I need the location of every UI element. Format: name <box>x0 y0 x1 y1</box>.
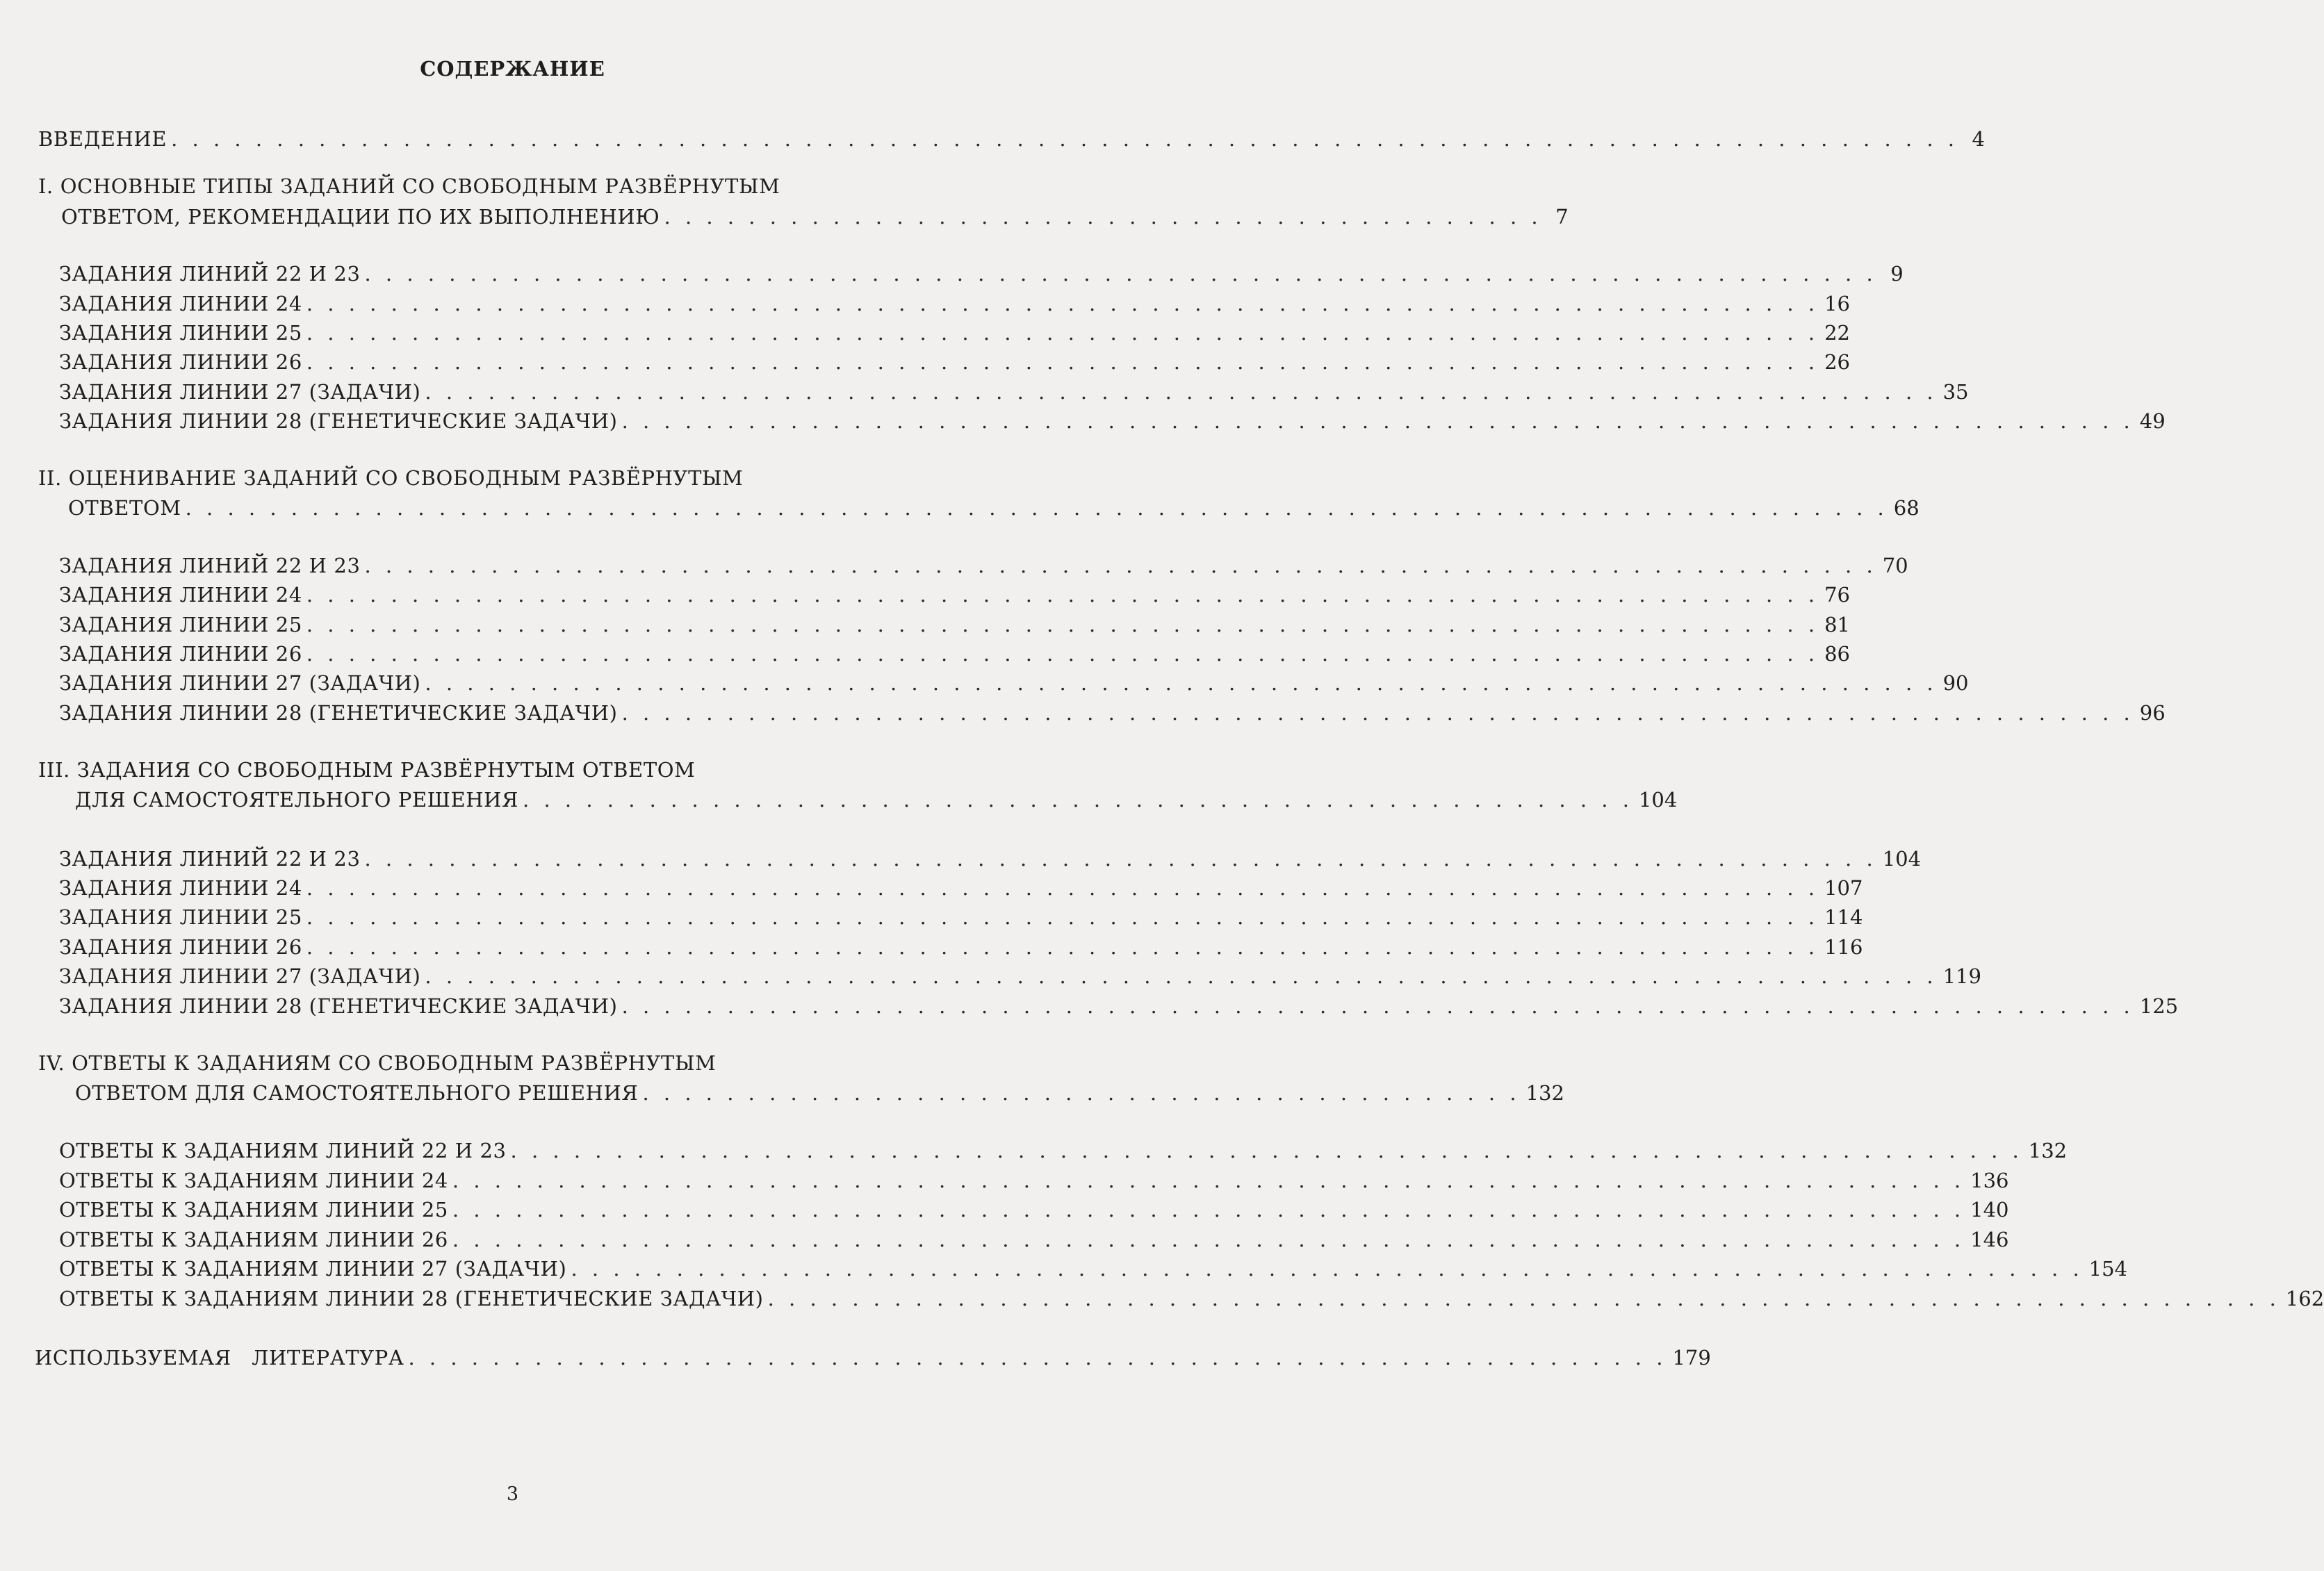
toc-page-number: 70 <box>1882 554 1908 577</box>
toc-entry-label: ЗАДАНИЯ ЛИНИЙ 22 И 23 <box>59 262 361 286</box>
leader-dots: . . . . . . . . . . . . . . . . . . . . . . . . . . . . . . . . . . . . . . . . . . . . . . . . . . . . . . . . . . . . . . . . . . . . . . . . <box>306 350 1819 374</box>
toc-entry-literature <box>35 1345 1711 1370</box>
leader-dots: . . . . . . . . . . . . . . . . . . . . . . . . . . . . . . . . . . . . . . . . . . . . . . . . . . . . . . . . . . . . <box>408 1346 1667 1370</box>
page-number: 3 <box>506 1483 519 1505</box>
leader-dots: . . . . . . . . . . . . . . . . . . . . . . . . . . . . . . . . . . . . . . . . . . . . . . . . . . . . . . . . . . . . . . . . . . . . . . . . <box>621 409 2134 433</box>
toc-entry <box>59 994 2179 1019</box>
leader-dots: . . . . . . . . . . . . . . . . . . . . . . . . . . . . . . . . . . . . . . . . . . . . . . . . . . . . . . . . . . . . . . . . . . . . . . . . <box>452 1228 1965 1251</box>
toc-entry <box>59 846 1922 871</box>
toc-entry-label: ОТВЕТОМ, РЕКОМЕНДАЦИИ ПО ИХ ВЫПОЛНЕНИЮ <box>61 205 660 229</box>
toc-page-number: 4 <box>1972 127 1985 151</box>
toc-page-number: 26 <box>1824 350 1850 374</box>
toc-entry-label: ЗАДАНИЯ ЛИНИИ 26 <box>59 642 302 666</box>
toc-entry-label: ИСПОЛЬЗУЕМАЯ ЛИТЕРАТУРА <box>35 1346 404 1370</box>
leader-dots: . . . . . . . . . . . . . . . . . . . . . . . . . . . . . . . . . . . . . . . . . . <box>642 1081 1521 1105</box>
toc-entry <box>59 1256 2128 1281</box>
toc-entry-section-heading <box>75 1080 1564 1105</box>
toc-page-number: 81 <box>1824 613 1850 636</box>
leader-dots: . . . . . . . . . . . . . . . . . . . . . . . . . . . . . . . . . . . . . . . . . . . . . . . . . . . . . . . . . . . . . . . . . . . . . . . . <box>571 1257 2084 1281</box>
toc-entry <box>59 875 1863 900</box>
toc-entry-label: ЗАДАНИЯ ЛИНИИ 26 <box>59 935 302 959</box>
toc-entry-section-heading <box>68 495 1920 520</box>
leader-dots: . . . . . . . . . . . . . . . . . . . . . . . . . . . . . . . . . . . . . . . . . . . . . . . . . . . . . . . . . . . . . . . . . . . . . . . . <box>306 642 1819 666</box>
toc-entry <box>59 1138 2068 1163</box>
toc-page-number: 107 <box>1824 876 1863 900</box>
toc-page-number: 104 <box>1638 788 1678 812</box>
toc-entry <box>59 261 1904 286</box>
toc-entry-label: ЗАДАНИЯ ЛИНИИ 24 <box>59 876 302 900</box>
toc-entry-label: ОТВЕТОМ ДЛЯ САМОСТОЯТЕЛЬНОГО РЕШЕНИЯ <box>75 1081 639 1105</box>
toc-entry-label: ЗАДАНИЯ ЛИНИИ 28 (ГЕНЕТИЧЕСКИЕ ЗАДАЧИ) <box>59 994 618 1018</box>
leader-dots: . . . . . . . . . . . . . . . . . . . . . . . . . . . . . . . . . . . . . . . . . . . . . . . . . . . . . . . . . . . . . . . . . . . . . . . . <box>767 1287 2280 1310</box>
toc-page-number: 162 <box>2285 1287 2324 1310</box>
toc-entry <box>59 582 1850 607</box>
toc-entry-label: ЗАДАНИЯ ЛИНИИ 27 (ЗАДАЧИ) <box>59 671 421 695</box>
leader-dots: . . . . . . . . . . . . . . . . . . . . . . . . . . . . . . . . . . . . . . . . . . . . . . . . . . . . . . . . . . . . . . . . . . . . . . . . <box>306 613 1819 636</box>
leader-dots: . . . . . . . . . . . . . . . . . . . . . . . . . . . . . . . . . . . . . . . . . . . . . . . . . . . . . . . . . . . . . . . . . . . . . . . . <box>452 1169 1965 1192</box>
toc-page-number: 132 <box>1525 1081 1564 1105</box>
leader-dots: . . . . . . . . . . . . . . . . . . . . . . . . . . . . . . . . . . . . . . . . . . . . . . . . . . . . . . . . . . . . . . . . . . . . . . . . <box>621 994 2134 1018</box>
leader-dots: . . . . . . . . . . . . . . . . . . . . . . . . . . . . . . . . . . . . . . . . . . . . . . . . . . . . . . . . . . . . . . . . . . . . . . . . <box>425 964 1938 988</box>
toc-entry-label: ЗАДАНИЯ ЛИНИЙ 22 И 23 <box>59 847 361 871</box>
toc-entry <box>59 905 1863 930</box>
leader-dots: . . . . . . . . . . . . . . . . . . . . . . . . . . . . . . . . . . . . . . . . . . . . . . . . . . . . . . . . . . . . . . . . . . . . . . . . <box>306 321 1819 345</box>
toc-entry-label: ОТВЕТЫ К ЗАДАНИЯМ ЛИНИИ 27 (ЗАДАЧИ) <box>59 1257 567 1281</box>
toc-entry <box>59 291 1850 316</box>
toc-entry <box>59 935 1863 960</box>
toc-entry-label: ЗАДАНИЯ ЛИНИИ 28 (ГЕНЕТИЧЕСКИЕ ЗАДАЧИ) <box>59 701 618 725</box>
toc-page-number: 76 <box>1824 583 1850 607</box>
toc-page-number: 96 <box>2139 701 2166 725</box>
toc-entry <box>59 964 1981 989</box>
toc-entry <box>59 612 1850 637</box>
toc-entry-intro <box>38 126 1985 151</box>
toc-entry <box>59 1197 2009 1222</box>
toc-entry-label: ЗАДАНИЯ ЛИНИИ 24 <box>59 292 302 315</box>
toc-page-number: 68 <box>1893 496 1920 520</box>
toc-page-number: 9 <box>1890 262 1904 286</box>
leader-dots: . . . . . . . . . . . . . . . . . . . . . . . . . . . . . . . . . . . . . . . . . . . . . . . . . . . . . . . . . . . . . . . . . . . . . . . . <box>621 701 2134 725</box>
toc-entry-label: ЗАДАНИЯ ЛИНИИ 27 (ЗАДАЧИ) <box>59 964 421 988</box>
leader-dots: . . . . . . . . . . . . . . . . . . . . . . . . . . . . . . . . . . . . . . . . . . . . . . . . . . . . . . . . . . . . . . . . . . . . . . . . <box>306 876 1819 900</box>
toc-entry-section-heading <box>75 787 1678 812</box>
toc-page-number: 154 <box>2088 1257 2128 1281</box>
toc-entry-label: ЗАДАНИЯ ЛИНИИ 24 <box>59 583 302 607</box>
toc-entry-label: ЗАДАНИЯ ЛИНИИ 27 (ЗАДАЧИ) <box>59 380 421 404</box>
toc-entry-label: ОТВЕТЫ К ЗАДАНИЯМ ЛИНИИ 26 <box>59 1228 448 1251</box>
leader-dots: . . . . . . . . . . . . . . . . . . . . . . . . . . . . . . . . . . . . . . . . . . . . . . . . . . . . . <box>523 788 1633 812</box>
toc-page-number: 125 <box>2139 994 2179 1018</box>
toc-page-number: 136 <box>1970 1169 2009 1192</box>
toc-entry-label: ЗАДАНИЯ ЛИНИИ 25 <box>59 613 302 636</box>
toc-entry-label: ДЛЯ САМОСТОЯТЕЛЬНОГО РЕШЕНИЯ <box>75 788 519 812</box>
toc-page-number: 7 <box>1555 205 1569 229</box>
toc-entry <box>59 553 1908 578</box>
section-heading: I. ОСНОВНЫЕ ТИПЫ ЗАДАНИЙ СО СВОБОДНЫМ РАЗВЁРНУТЫМ <box>38 174 780 198</box>
toc-entry <box>59 1227 2009 1252</box>
toc-page-number: 132 <box>2028 1139 2068 1162</box>
toc-entry <box>59 700 2166 725</box>
toc-page-number: 116 <box>1824 935 1863 959</box>
leader-dots: . . . . . . . . . . . . . . . . . . . . . . . . . . . . . . . . . . . . . . . . . . . . . . . . . . . . . . . . . . . . . . . . . . . . . . . . <box>364 554 1877 577</box>
toc-entry <box>59 641 1850 666</box>
toc-page-number: 90 <box>1942 671 1969 695</box>
toc-entry-section-heading <box>61 204 1569 229</box>
toc-entry-label: ОТВЕТЫ К ЗАДАНИЯМ ЛИНИИ 25 <box>59 1198 448 1222</box>
leader-dots: . . . . . . . . . . . . . . . . . . . . . . . . . . . . . . . . . . . . . . . . . . . . . . . . . . . . . . . . . . . . . . . . . . . . . . . . . . . . . . . . . . . . . <box>171 127 1958 151</box>
section-heading: II. ОЦЕНИВАНИЕ ЗАДАНИЙ СО СВОБОДНЫМ РАЗВЁРНУТЫМ <box>38 466 744 490</box>
leader-dots: . . . . . . . . . . . . . . . . . . . . . . . . . . . . . . . . . . . . . . . . . . . . . . . . . . . . . . . . . . . . . . . . . . . . . . . . <box>306 935 1819 959</box>
leader-dots: . . . . . . . . . . . . . . . . . . . . . . . . . . . . . . . . . . . . . . . . . . . . . . . . . . . . . . . . . . . . . . . . . . . . . . . . <box>425 380 1938 404</box>
toc-page-number: 35 <box>1942 380 1969 404</box>
toc-entry <box>59 349 1850 375</box>
toc-page-number: 49 <box>2139 409 2166 433</box>
leader-dots: . . . . . . . . . . . . . . . . . . . . . . . . . . . . . . . . . . . . . . . . . . <box>664 205 1542 229</box>
toc-entry-label: ЗАДАНИЯ ЛИНИЙ 22 И 23 <box>59 554 361 577</box>
toc-page-number: 22 <box>1824 321 1850 345</box>
toc-title: СОДЕРЖАНИЕ <box>420 57 605 81</box>
toc-entry-label: ЗАДАНИЯ ЛИНИИ 26 <box>59 350 302 374</box>
toc-entry-label: ЗАДАНИЯ ЛИНИИ 25 <box>59 321 302 345</box>
toc-page-number: 140 <box>1970 1198 2009 1222</box>
toc-entry-label: ОТВЕТЫ К ЗАДАНИЯМ ЛИНИИ 28 (ГЕНЕТИЧЕСКИЕ ЗАДАЧИ) <box>59 1287 764 1310</box>
leader-dots: . . . . . . . . . . . . . . . . . . . . . . . . . . . . . . . . . . . . . . . . . . . . . . . . . . . . . . . . . . . . . . . . . . . . . . . . <box>364 847 1877 871</box>
leader-dots: . . . . . . . . . . . . . . . . . . . . . . . . . . . . . . . . . . . . . . . . . . . . . . . . . . . . . . . . . . . . . . . . . . . . . . . . . . . . . . . . . <box>185 496 1888 520</box>
leader-dots: . . . . . . . . . . . . . . . . . . . . . . . . . . . . . . . . . . . . . . . . . . . . . . . . . . . . . . . . . . . . . . . . . . . . . . . . <box>364 262 1877 286</box>
leader-dots: . . . . . . . . . . . . . . . . . . . . . . . . . . . . . . . . . . . . . . . . . . . . . . . . . . . . . . . . . . . . . . . . . . . . . . . . <box>510 1139 2023 1162</box>
toc-entry <box>59 1168 2009 1193</box>
toc-entry-label: ОТВЕТОМ <box>68 496 181 520</box>
toc-page-number: 119 <box>1942 964 1981 988</box>
toc-page-number: 146 <box>1970 1228 2009 1251</box>
toc-page-number: 16 <box>1824 292 1850 315</box>
leader-dots: . . . . . . . . . . . . . . . . . . . . . . . . . . . . . . . . . . . . . . . . . . . . . . . . . . . . . . . . . . . . . . . . . . . . . . . . <box>306 905 1819 929</box>
toc-entry <box>59 320 1850 345</box>
toc-entry-label: ВВЕДЕНИЕ <box>38 127 167 151</box>
section-heading: III. ЗАДАНИЯ СО СВОБОДНЫМ РАЗВЁРНУТЫМ ОТВЕТОМ <box>38 758 696 782</box>
toc-entry-label: ЗАДАНИЯ ЛИНИИ 25 <box>59 905 302 929</box>
toc-entry <box>59 409 2166 434</box>
leader-dots: . . . . . . . . . . . . . . . . . . . . . . . . . . . . . . . . . . . . . . . . . . . . . . . . . . . . . . . . . . . . . . . . . . . . . . . . <box>306 292 1819 315</box>
toc-entry-label: ОТВЕТЫ К ЗАДАНИЯМ ЛИНИЙ 22 И 23 <box>59 1139 507 1162</box>
section-heading: IV. ОТВЕТЫ К ЗАДАНИЯМ СО СВОБОДНЫМ РАЗВЁРНУТЫМ <box>38 1051 717 1075</box>
leader-dots: . . . . . . . . . . . . . . . . . . . . . . . . . . . . . . . . . . . . . . . . . . . . . . . . . . . . . . . . . . . . . . . . . . . . . . . . <box>306 583 1819 607</box>
toc-entry <box>59 379 1969 404</box>
toc-page-number: 114 <box>1824 905 1863 929</box>
toc-entry-label: ОТВЕТЫ К ЗАДАНИЯМ ЛИНИИ 24 <box>59 1169 448 1192</box>
toc-page-number: 86 <box>1824 642 1850 666</box>
toc-page-number: 104 <box>1882 847 1922 871</box>
toc-entry <box>59 1286 2324 1311</box>
toc-page-number: 179 <box>1672 1346 1711 1370</box>
toc-entry <box>59 671 1969 696</box>
toc-entry-label: ЗАДАНИЯ ЛИНИИ 28 (ГЕНЕТИЧЕСКИЕ ЗАДАЧИ) <box>59 409 618 433</box>
leader-dots: . . . . . . . . . . . . . . . . . . . . . . . . . . . . . . . . . . . . . . . . . . . . . . . . . . . . . . . . . . . . . . . . . . . . . . . . <box>425 671 1938 695</box>
leader-dots: . . . . . . . . . . . . . . . . . . . . . . . . . . . . . . . . . . . . . . . . . . . . . . . . . . . . . . . . . . . . . . . . . . . . . . . . <box>452 1198 1965 1222</box>
